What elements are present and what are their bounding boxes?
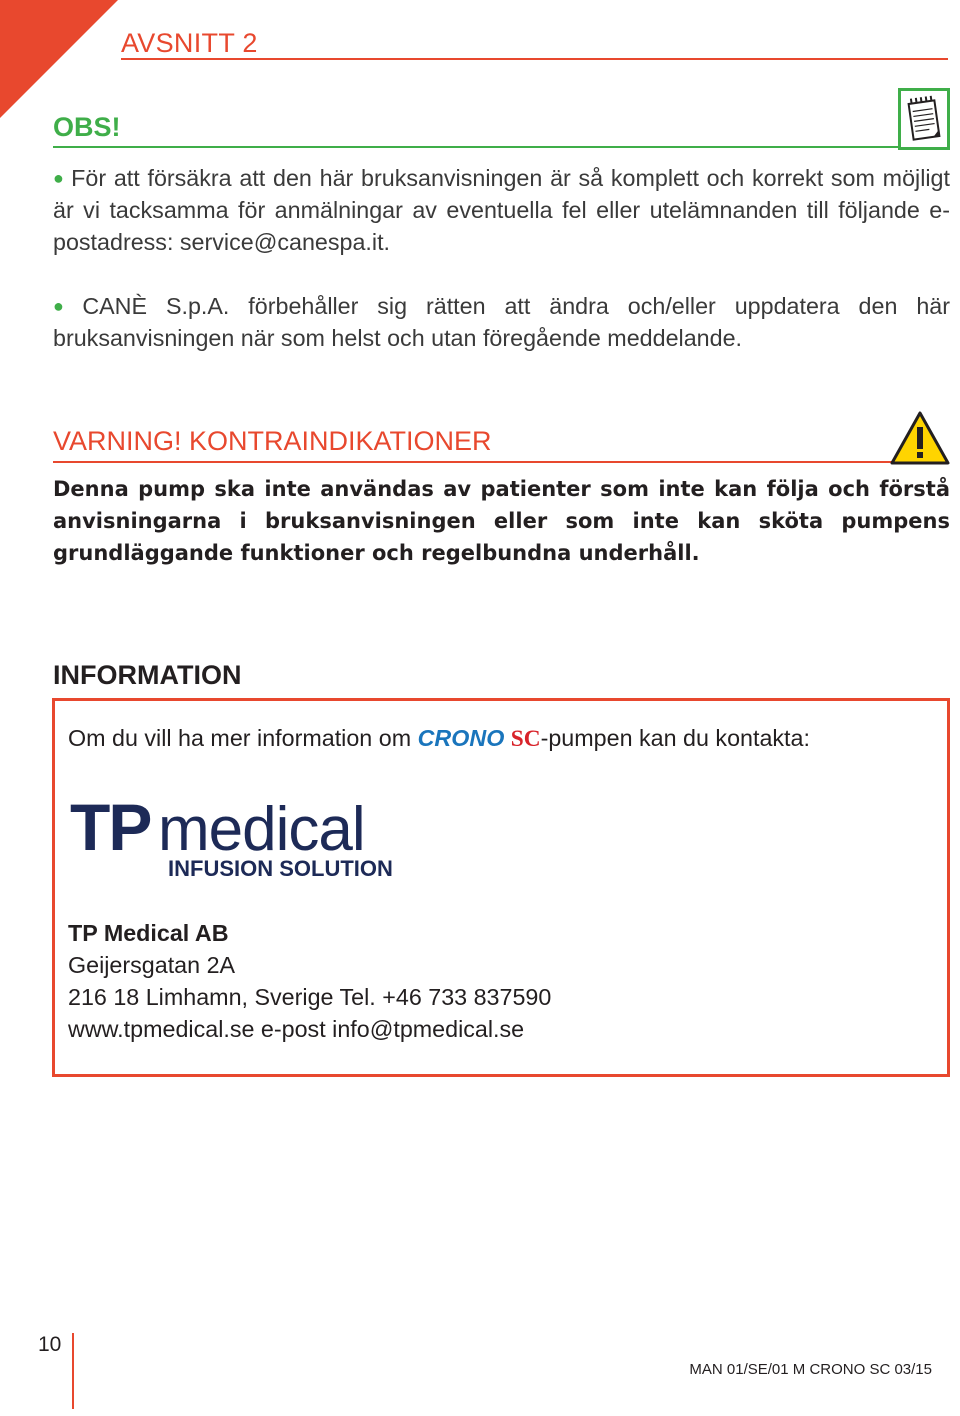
notepad-icon	[898, 88, 950, 150]
intro-text-end: -pumpen kan du kontakta:	[540, 725, 810, 751]
logo-name-light: medical	[158, 795, 365, 864]
warning-icon	[889, 410, 951, 466]
tpmedical-logo	[70, 792, 430, 884]
warning-text: Denna pump ska inte användas av patienter som inte kan följa och förstå anvisningarna i bruksanvisningen eller som inte kan sköta pumpens grundläggande funktioner och regelbundna underhåll.	[53, 477, 950, 565]
information-heading: INFORMATION	[53, 660, 242, 690]
contact-address	[68, 917, 551, 1045]
warning-divider	[53, 461, 896, 463]
company-name: TP Medical AB	[68, 920, 229, 946]
information-intro	[68, 725, 810, 753]
obs-divider	[53, 146, 900, 148]
warning-heading-topic: KONTRAINDIKATIONER	[189, 426, 492, 456]
logo-name-bold: TP	[70, 792, 151, 864]
section-title: AVSNITT 2	[121, 28, 258, 58]
bullet-icon: ●	[53, 296, 77, 316]
warning-heading-label: VARNING!	[53, 426, 182, 456]
city-phone: 216 18 Limhamn, Sverige Tel. +46 733 837590	[68, 984, 552, 1010]
web-email: www.tpmedical.se e-post info@tpmedical.se	[68, 1016, 525, 1042]
section-divider	[121, 58, 948, 60]
corner-decoration	[0, 0, 125, 125]
brand-crono: CRONO	[417, 725, 505, 751]
street-address: Geijersgatan 2A	[68, 952, 236, 978]
obs-heading: OBS!	[53, 112, 121, 142]
obs-bullet-text: För att försäkra att den här bruksanvisningen är så komplett och korrekt som möjligt är vi tacksamma för anmälningar av eventuella fel eller utelämnanden till följande e-postadress: service@canespa.it.	[53, 165, 950, 255]
warning-heading	[53, 426, 492, 457]
brand-sc: SC	[510, 726, 541, 752]
bullet-icon: ●	[53, 168, 66, 188]
intro-text: Om du vill ha mer information om	[68, 725, 412, 751]
obs-bullet-text: CANÈ S.p.A. förbehåller sig rätten att ändra och/eller uppdatera den här bruksanvisningen när som helst och utan föregående meddelande.	[53, 293, 950, 351]
logo-tagline: INFUSION SOLUTION	[168, 856, 393, 881]
document-code: MAN 01/SE/01 M CRONO SC 03/15	[689, 1361, 932, 1378]
obs-bullet	[53, 290, 950, 354]
page-number: 10	[38, 1333, 62, 1356]
page-number-divider	[72, 1333, 74, 1409]
obs-bullet	[53, 162, 950, 258]
